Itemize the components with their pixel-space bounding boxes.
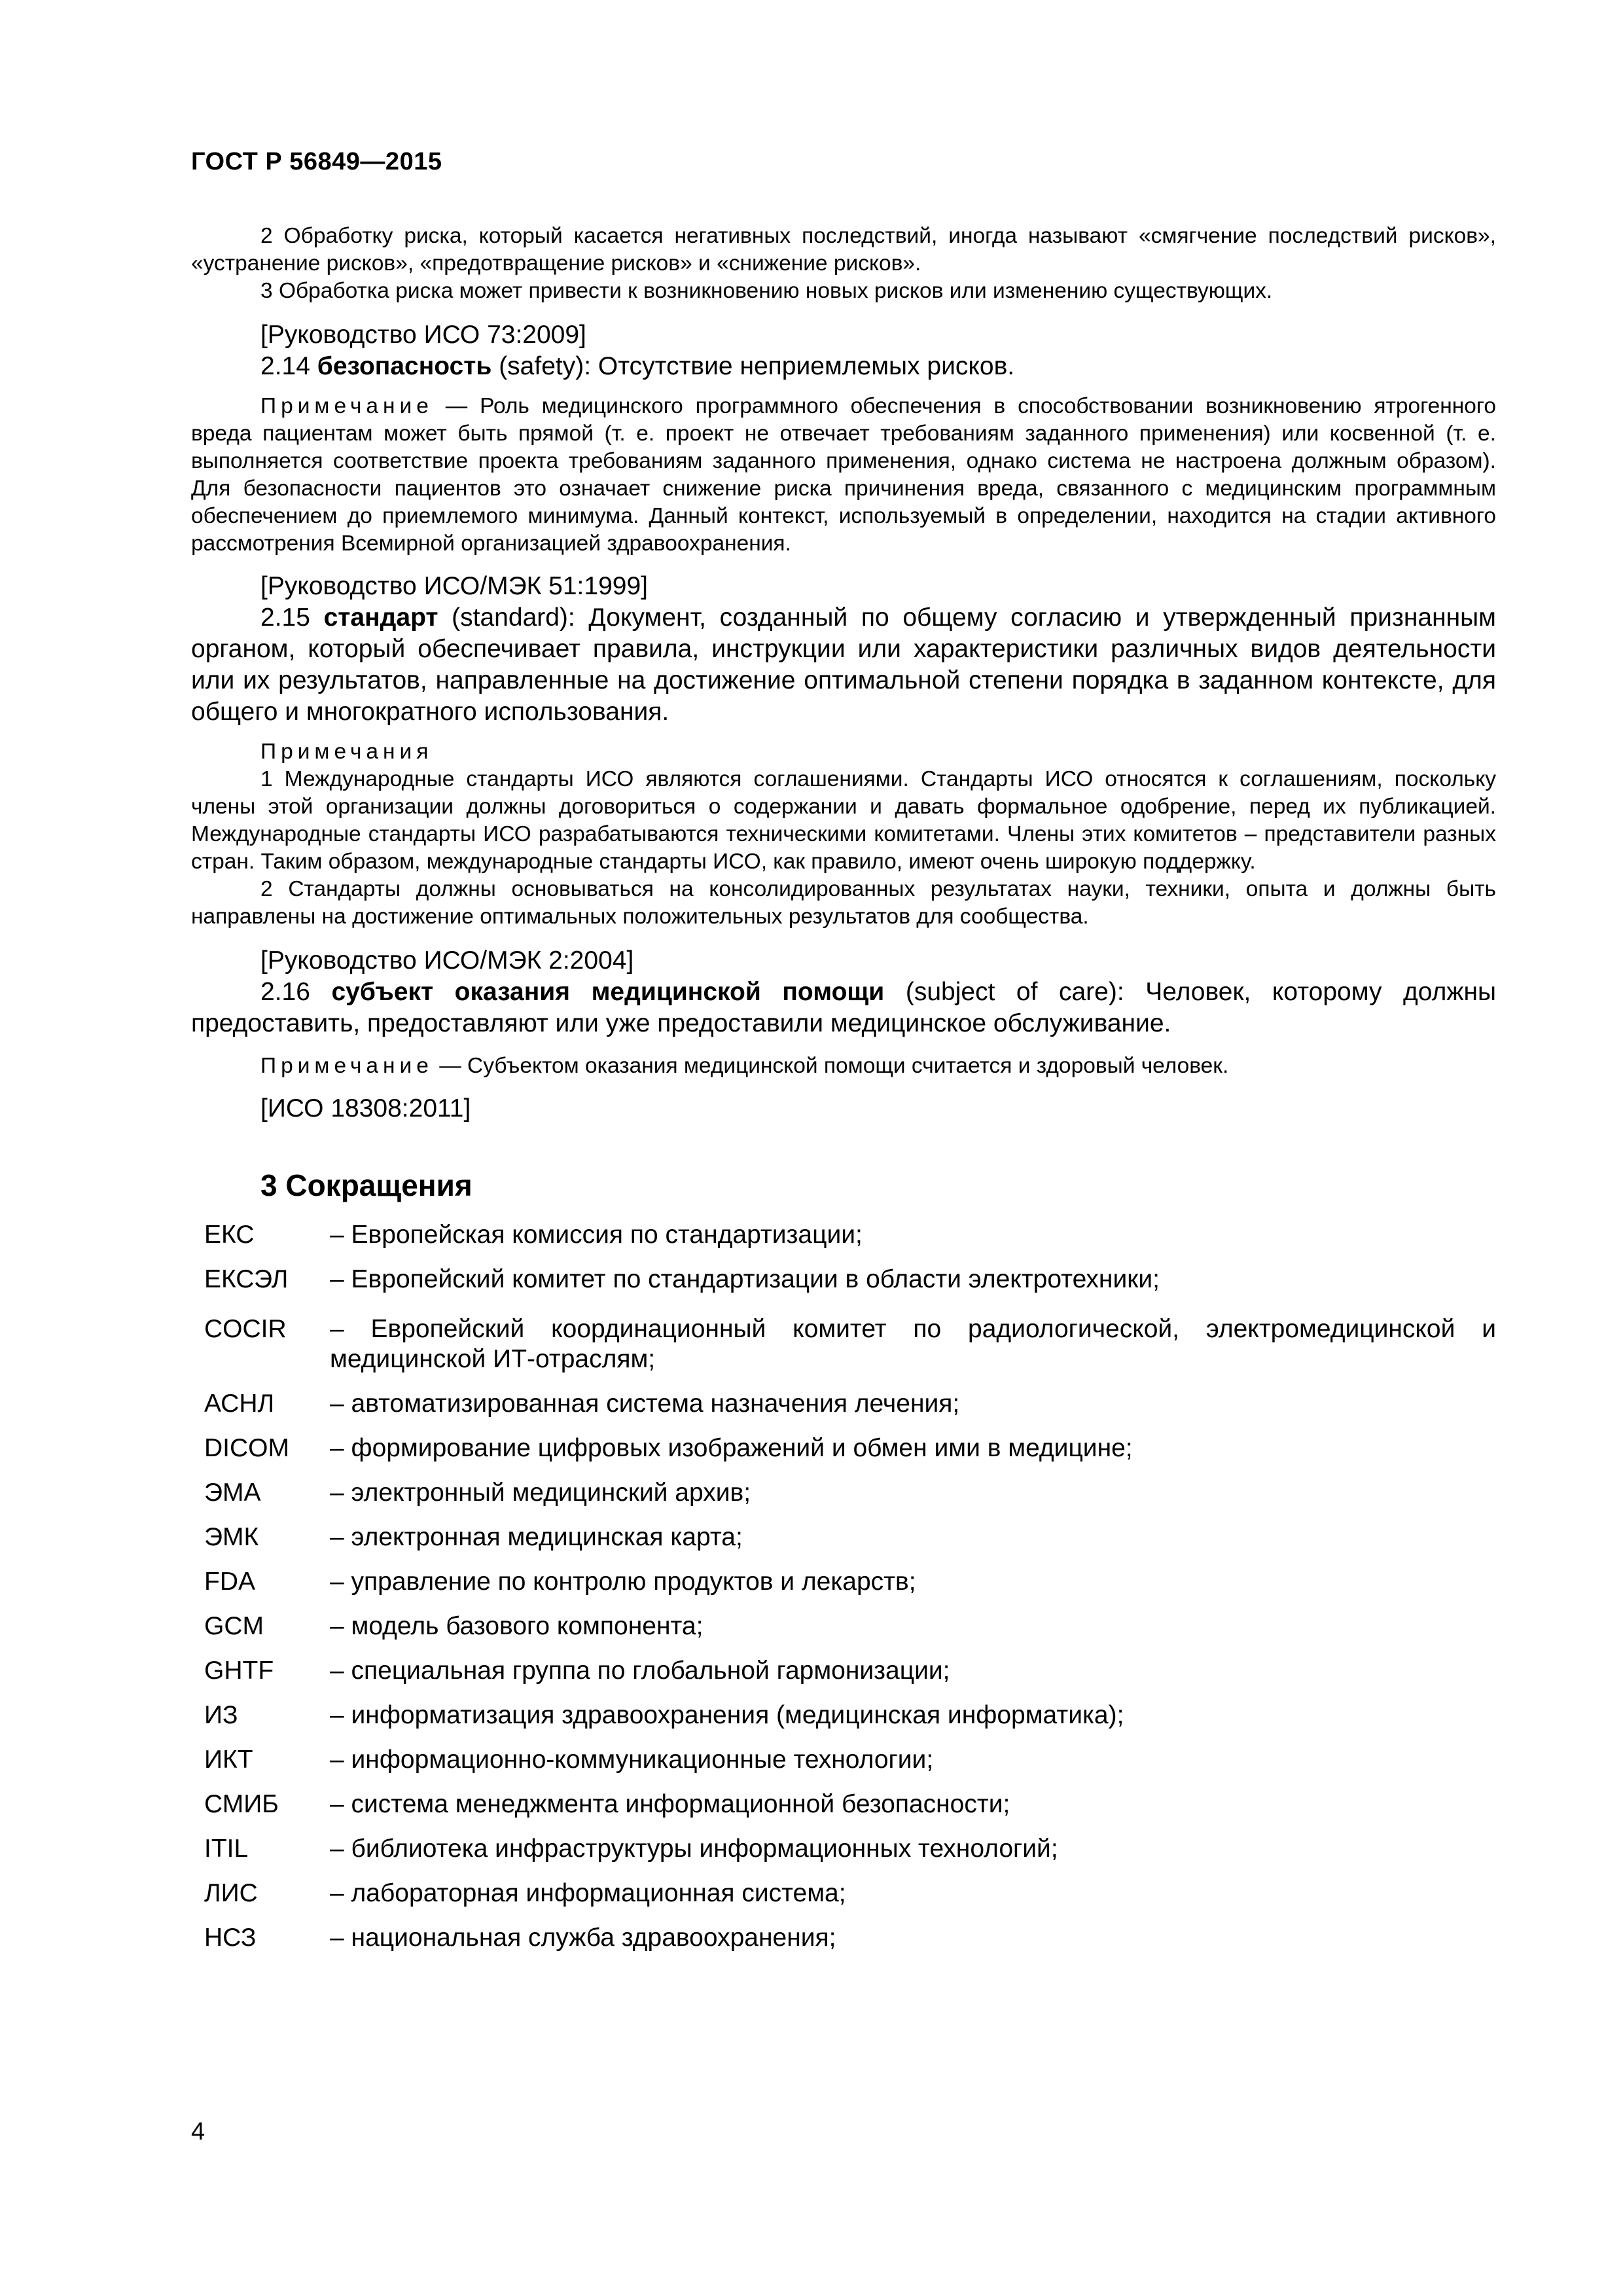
abbreviation-definition: – библиотека инфраструктуры информационных технологий;	[330, 1835, 1058, 1863]
abbreviation-definition: – электронная медицинская карта;	[330, 1523, 743, 1551]
term-2-16-note	[191, 1052, 1496, 1080]
page-number: 4	[191, 2118, 205, 2145]
abbreviation-term: ИКТ	[204, 1746, 253, 1774]
reference-iso-iec-2: [Руководство ИСО/МЭК 2:2004]	[260, 946, 634, 975]
abbreviation-row	[191, 1700, 1496, 1731]
term-2-14-number: 2.14	[260, 352, 310, 380]
abbreviation-term: АСНЛ	[204, 1390, 275, 1418]
abbreviation-term: ЭМК	[204, 1523, 259, 1551]
abbreviation-row	[191, 1611, 1496, 1641]
abbreviation-term: FDA	[204, 1568, 255, 1596]
abbreviation-row	[191, 1923, 1496, 1953]
note-text: — Субъектом оказания медицинской помощи считается и здоровый человек.	[439, 1054, 1229, 1078]
abbreviation-row	[191, 1789, 1496, 1820]
term-2-16-number: 2.16	[260, 978, 310, 1006]
term-2-16-name: субъект оказания медицинской помощи	[331, 978, 885, 1006]
abbreviation-row	[191, 1314, 1496, 1374]
abbreviation-term: ЛИС	[204, 1879, 258, 1907]
term-2-14-name: безопасность	[317, 352, 492, 380]
abbreviation-definition: – модель базового компонента;	[330, 1612, 704, 1640]
abbreviation-row	[191, 1220, 1496, 1250]
term-2-15-notes-label: Примечания	[260, 740, 433, 764]
abbreviation-definition: – Европейский координационный комитет по радиологической, электромедицинской и медицинской ИТ-отраслям;	[330, 1315, 1496, 1373]
abbreviation-row	[191, 1656, 1496, 1686]
abbreviation-definition: – управление по контролю продуктов и лекарств;	[330, 1568, 916, 1596]
abbreviation-term: СМИБ	[204, 1790, 279, 1818]
abbreviation-term: ITIL	[204, 1835, 249, 1863]
abbreviation-row	[191, 1567, 1496, 1597]
reference-iso-73: [Руководство ИСО 73:2009]	[260, 321, 586, 349]
term-2-15-note-1: 1 Международные стандарты ИСО являются соглашениями. Стандарты ИСО относятся к соглашениям, поскольку члены этой организации должны договориться о содержании и давать формальное одобрение, перед их публикацией. Международные стандарты ИСО разрабатываются техническими комитетами. Члены этих комитетов – представители разных стран. Таким образом, международные стандарты ИСО, как правило, имеют очень широкую поддержку.	[191, 767, 1496, 874]
abbreviation-definition: – система менеджмента информационной безопасности;	[330, 1790, 1010, 1818]
term-2-15-name: стандарт	[323, 603, 438, 632]
term-2-14	[191, 351, 1496, 382]
note-label: Примечание	[260, 394, 433, 418]
term-2-14-definition: (safety): Отсутствие неприемлемых рисков.	[499, 352, 1015, 380]
abbreviation-row	[191, 1745, 1496, 1775]
abbreviation-row	[191, 1834, 1496, 1864]
abbreviation-term: GCM	[204, 1612, 264, 1640]
note-text: — Роль медицинского программного обеспечения в способствовании возникновению ятрогенного вреда пациентам может быть прямой (т. е. проект не отвечает требованиям заданного применения) или косвенной (т. е. выполняется соответствие проекта требованиям заданного применения, однако система не настроена должным образом). Для безопасности пациентов это означает снижение риска причинения вреда, связанного с медицинским программным обеспечением до приемлемого минимума. Данный контекст, используемый в определении, находится на стадии активного рассмотрения Всемирной организацией здравоохранения.	[191, 394, 1496, 556]
abbreviation-row	[191, 1522, 1496, 1552]
abbreviation-definition: – электронный медицинский архив;	[330, 1479, 751, 1507]
abbreviation-row	[191, 1478, 1496, 1508]
abbreviation-term: НСЗ	[204, 1924, 257, 1952]
abbreviation-term: GHTF	[204, 1657, 274, 1685]
reference-iso-iec-51: [Руководство ИСО/МЭК 51:1999]	[260, 572, 648, 600]
term-2-15	[191, 602, 1496, 728]
term-2-16-definition: (subject of care): Человек, которому должны предоставить, предоставляют или уже предоставили медицинское обслуживание.	[191, 978, 1497, 1037]
term-2-15-number: 2.15	[260, 603, 310, 632]
abbreviation-definition: – автоматизированная система назначения лечения;	[330, 1390, 960, 1418]
abbreviation-term: DICOM	[204, 1434, 289, 1462]
abbreviation-row	[191, 1389, 1496, 1419]
abbreviation-term: ЕКСЭЛ	[204, 1265, 289, 1293]
abbreviation-term: ЭМА	[204, 1479, 261, 1507]
abbreviations-list	[191, 1220, 1496, 1953]
abbreviation-definition: – информационно-коммуникационные технологии;	[330, 1746, 934, 1774]
abbreviation-row	[191, 1265, 1496, 1295]
reference-iso-18308: [ИСО 18308:2011]	[260, 1094, 471, 1122]
abbreviation-definition: – формирование цифровых изображений и обмен ими в медицине;	[330, 1434, 1133, 1462]
note-label: Примечание	[260, 1054, 433, 1078]
term-2-16	[191, 977, 1496, 1039]
term-2-14-note	[191, 393, 1496, 558]
abbreviation-definition: – национальная служба здравоохранения;	[330, 1924, 836, 1952]
abbreviation-definition: – лабораторная информационная система;	[330, 1879, 846, 1907]
abbreviation-definition: – Европейский комитет по стандартизации в области электротехники;	[330, 1265, 1160, 1293]
section-3-title: 3 Сокращения	[260, 1168, 473, 1202]
abbreviation-definition: – специальная группа по глобальной гармонизации;	[330, 1657, 950, 1685]
abbreviation-term: ЕКС	[204, 1221, 255, 1249]
abbreviation-definition: – Европейская комиссия по стандартизации;	[330, 1221, 863, 1249]
term-2-15-definition: (standard): Документ, созданный по общему согласию и утвержденный признанным органом, который обеспечивает правила, инструкции или характеристики различных видов деятельности или их результатов, направленные на достижение оптимальной степени порядка в заданном контексте, для общего и многократного использования.	[191, 603, 1496, 726]
risk-treatment-note-3: 3 Обработка риска может привести к возникновению новых рисков или изменению существующих.	[260, 279, 1273, 303]
term-2-15-note-2: 2 Стандарты должны основываться на консолидированных результатах науки, техники, опыта и должны быть направлены на достижение оптимальных положительных результатов для сообщества.	[191, 877, 1496, 929]
abbreviation-term: ИЗ	[204, 1701, 238, 1729]
abbreviation-row	[191, 1878, 1496, 1909]
abbreviation-term: COCIR	[204, 1315, 287, 1343]
document-code-header: ГОСТ Р 56849—2015	[191, 148, 442, 175]
page-content	[191, 223, 1496, 1953]
abbreviation-row	[191, 1433, 1496, 1463]
risk-treatment-note-2: 2 Обработку риска, который касается негативных последствий, иногда называют «смягчение последствий рисков», «устранение рисков», «предотвращение рисков» и «снижение рисков».	[191, 224, 1496, 276]
abbreviation-definition: – информатизация здравоохранения (медицинская информатика);	[330, 1701, 1124, 1729]
